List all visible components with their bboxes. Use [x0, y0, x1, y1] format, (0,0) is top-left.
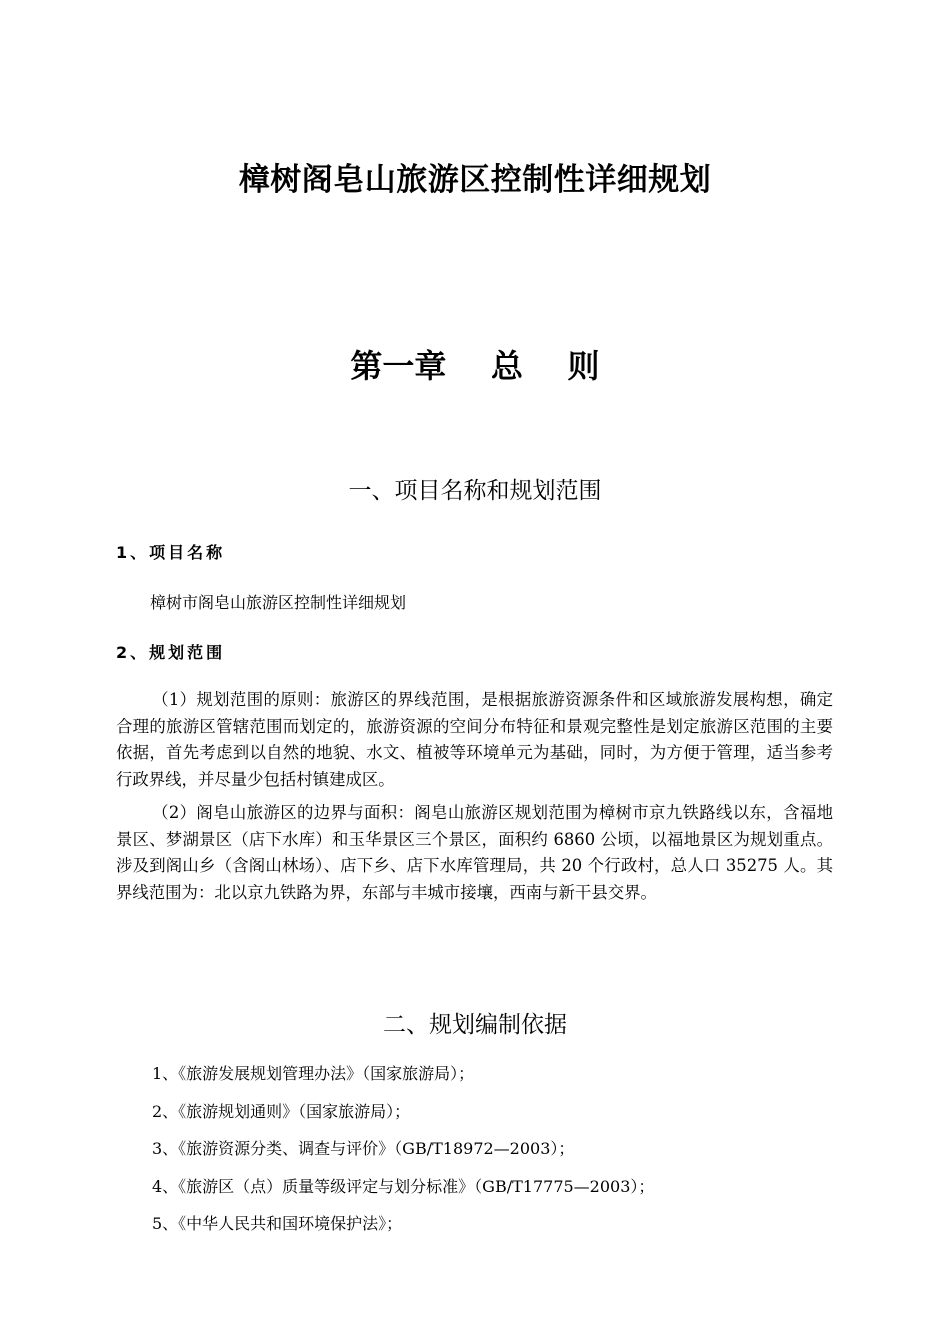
list-item: 5、《中华人民共和国环境保护法》； — [152, 1214, 403, 1233]
list-item: 4、《旅游区（点）质量等级评定与划分标准》（GB/T17775—2003）； — [152, 1176, 655, 1196]
item-2-heading: 2、规划范围 — [116, 643, 226, 662]
section-2-title: 二、规划编制依据 — [383, 1012, 567, 1038]
document-title: 樟树阁皂山旅游区控制性详细规划 — [238, 162, 712, 198]
item-1-text: 樟树市阁皂山旅游区控制性详细规划 — [150, 593, 407, 612]
scope-principle-paragraph: （1）规划范围的原则：旅游区的界线范围，是根据旅游资源条件和区域旅游发展构想，确定合理的旅游区管辖范围而划定的，旅游资源的空间分布特征和景观完整性是划定旅游区范围的主要依据，首先考虑到以自然的地貌、水文、植被等环境单元为基础，同时，为方便于管理，适当参考行政界线，并尽量少包括村镇建成区。 — [116, 690, 833, 789]
item-1-heading: 1、项目名称 — [116, 543, 226, 562]
list-item: 2、《旅游规划通则》（国家旅游局）； — [152, 1101, 411, 1121]
list-item: 1、《旅游发展规划管理办法》（国家旅游局）； — [152, 1064, 475, 1083]
list-item: 3、《旅游资源分类、调查与评价》（GB/T18972—2003）； — [152, 1139, 575, 1158]
scope-boundary-paragraph: （2）阁皂山旅游区的边界与面积：阁皂山旅游区规划范围为樟树市京九铁路线以东，含福地景区、梦湖景区（店下水库）和玉华景区三个景区，面积约 6860 公顷，以福地景区为规划重点。涉及到阁山乡（含阁山林场）、店下乡、店下水库管理局，共 20 个行政村，总人口 35275 人。其界线范围为：北以京九铁路为界，东部与丰城市接壤，西南与新干县交界。 — [116, 803, 833, 902]
section-1-title: 一、项目名称和规划范围 — [348, 478, 602, 504]
chapter-title: 第一章 总 则 — [350, 347, 600, 385]
basis-list — [152, 1062, 654, 1250]
